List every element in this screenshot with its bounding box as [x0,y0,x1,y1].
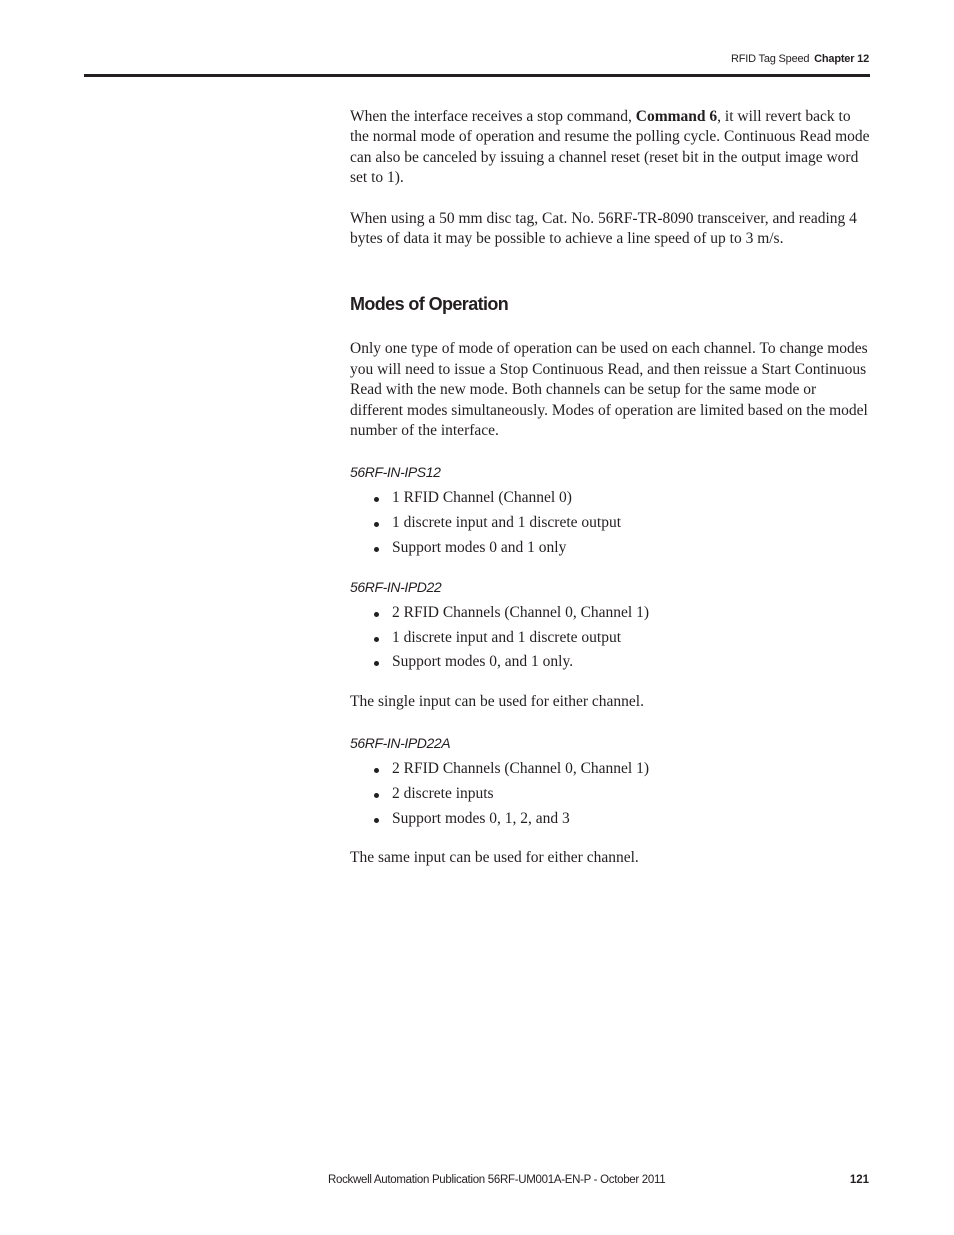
list-item-text: Support modes 0, 1, 2, and 3 [392,809,570,827]
list-item-text: 1 discrete input and 1 discrete output [392,628,621,646]
bullet-list [350,486,870,560]
paragraph-modes-intro: Only one type of mode of operation can be used on each channel. To change modes you will need to issue a Stop Continuous Read, and then reissue a Start Continuous Read with the new mode. Both channels can be setup for the same mode or different modes simultaneously. Modes of operation are limited based on the model number of the interface. [350,340,868,440]
paragraph-line-speed: When using a 50 mm disc tag, Cat. No. 56RF-TR-8090 transceiver, and reading 4 bytes of data it may be possible to achieve a line speed of up to 3 m/s. [350,209,857,248]
list-item [350,650,870,675]
bullet-icon [374,547,379,552]
list-item-text: 1 discrete input and 1 discrete output [392,514,621,532]
bullet-list [350,601,870,675]
paragraph-stop-command [350,107,870,189]
main-content [350,107,870,890]
list-item [350,782,870,807]
model-note: The same input can be used for either channel. [350,849,639,867]
page-number: 121 [849,1174,869,1186]
running-header-section: RFID Tag Speed [731,53,810,65]
running-header-chapter: Chapter 12 [814,53,869,65]
list-item-text: 1 RFID Channel (Channel 0) [392,489,572,507]
list-item [350,486,870,511]
bullet-list [350,757,870,831]
bullet-icon [374,661,379,666]
list-item [350,757,870,782]
paragraph-text: , it will revert back to the normal mode of operation and resume the polling cycle. Continuous Read mode can also be canceled by issuing a channel reset (reset bit in the output image word set to 1). [350,108,870,187]
model-heading: 56RF-IN-IPS12 [350,464,441,481]
list-item [350,536,870,561]
footer-publication: Rockwell Automation Publication 56RF-UM001A-EN-P - October 2011 [328,1174,666,1186]
bullet-icon [374,612,379,617]
list-item-text: Support modes 0 and 1 only [392,538,567,556]
list-item-text: Support modes 0, and 1 only. [392,653,574,671]
list-item-text: 2 RFID Channels (Channel 0, Channel 1) [392,604,650,622]
bullet-icon [374,522,379,527]
list-item-text: 2 discrete inputs [392,785,494,803]
model-heading: 56RF-IN-IPD22 [350,579,442,596]
bullet-icon [374,637,379,642]
header-rule [84,74,870,77]
bullet-icon [374,793,379,798]
list-item [350,511,870,536]
model-note: The single input can be used for either channel. [350,693,644,711]
section-heading: Modes of Operation [350,294,509,315]
list-item-text: 2 RFID Channels (Channel 0, Channel 1) [392,760,650,778]
command-emphasis: Command 6 [635,108,718,125]
list-item [350,626,870,651]
list-item [350,807,870,832]
bullet-icon [374,818,379,823]
model-heading: 56RF-IN-IPD22A [350,735,451,752]
bullet-icon [374,768,379,773]
paragraph-text: When the interface receives a stop command, [350,108,636,125]
bullet-icon [374,497,379,502]
list-item [350,601,870,626]
